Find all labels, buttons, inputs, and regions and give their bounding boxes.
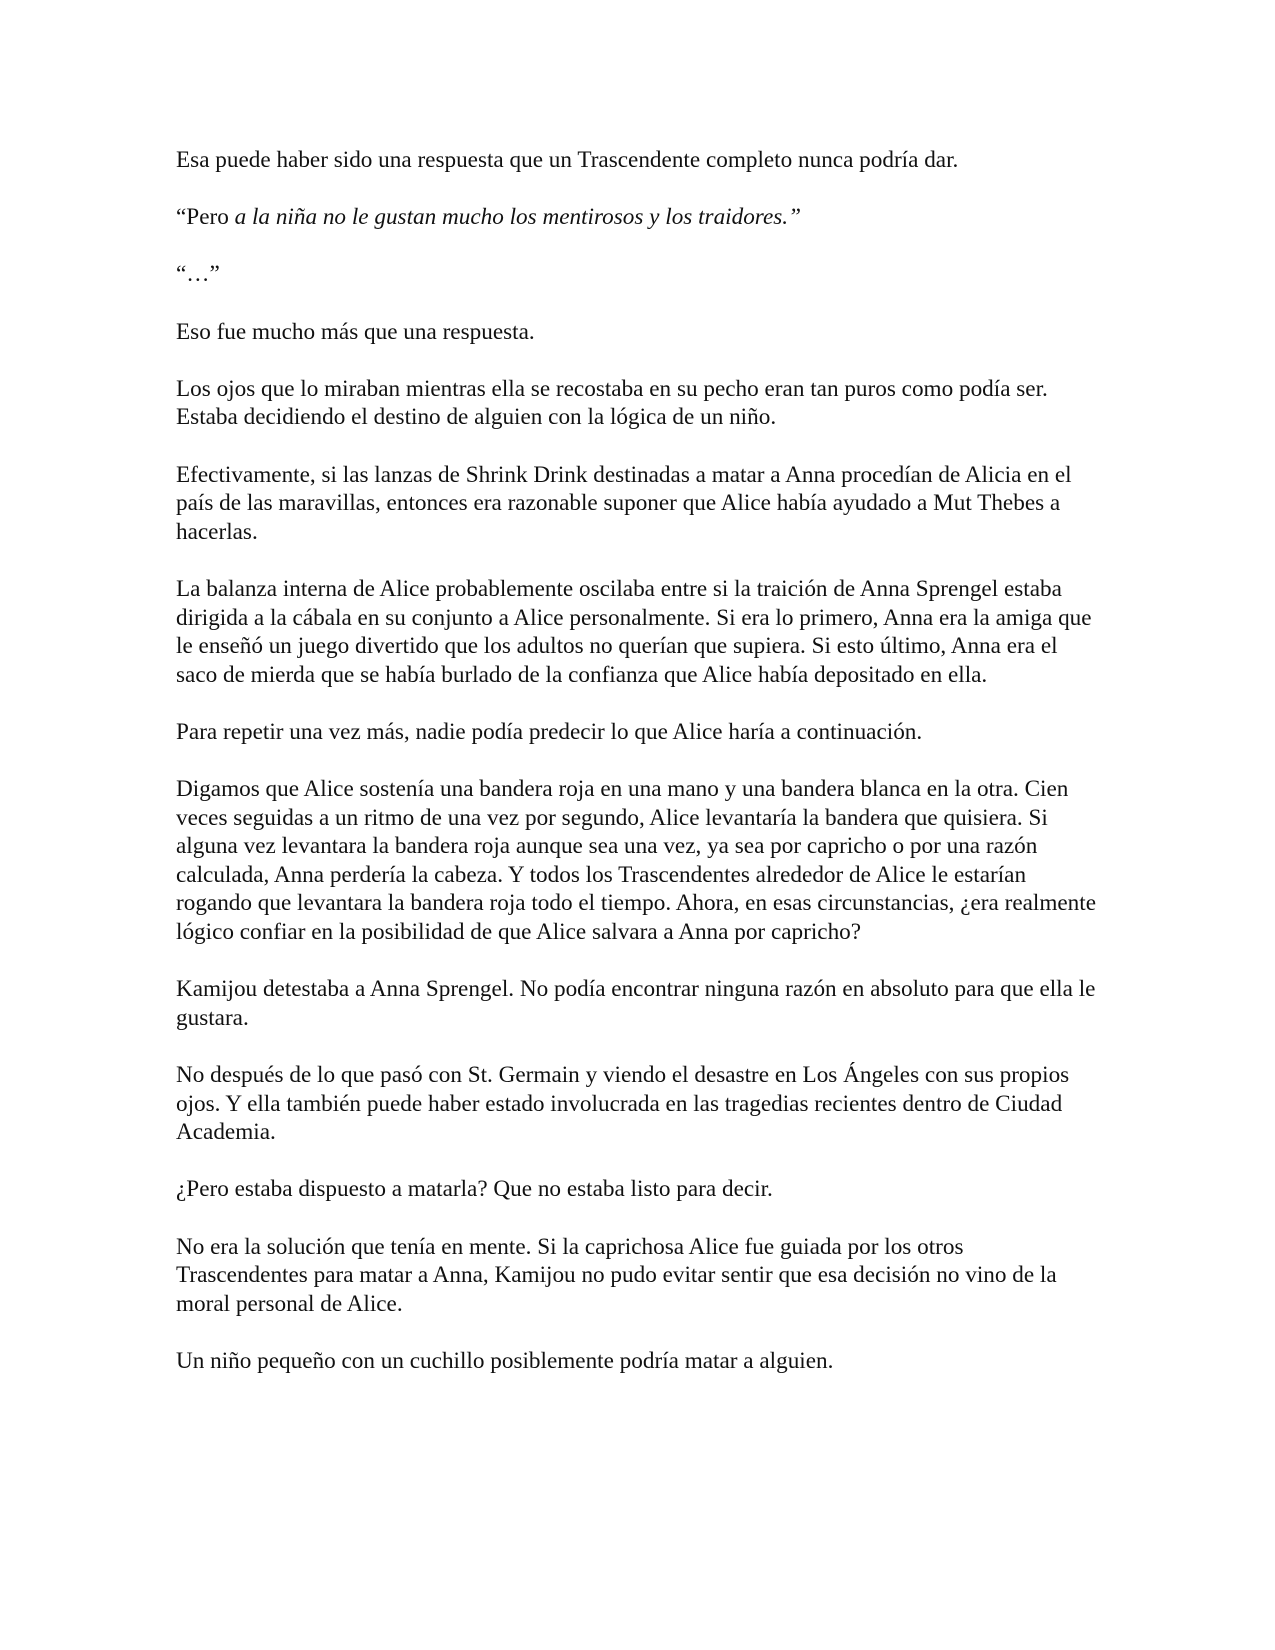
paragraph-10: Kamijou detestaba a Anna Sprengel. No podía encontrar ninguna razón en absoluto para que ella le gustara. [176, 976, 1096, 1031]
paragraph-11: No después de lo que pasó con St. Germain y viendo el desastre en Los Ángeles con sus propios ojos. Y ella también puede haber estado involucrada en las tragedias recientes dentro de Ciudad Academia. [176, 1062, 1070, 1146]
paragraph-5: Los ojos que lo miraban mientras ella se recostaba en su pecho eran tan puros como podía ser. Estaba decidiendo el destino de alguien con la lógica de un niño. [176, 375, 1048, 431]
paragraph-12: ¿Pero estaba dispuesto a matarla? Que no estaba listo para decir. [176, 1176, 773, 1203]
paragraph-8: Para repetir una vez más, nadie podía predecir lo que Alice haría a continuación. [176, 718, 923, 745]
paragraph-ellipsis: “…” [176, 261, 220, 288]
paragraph-4: Eso fue mucho más que una respuesta. [176, 318, 535, 345]
paragraph-14: Un niño pequeño con un cuchillo posiblemente podría matar a alguien. [176, 1347, 834, 1374]
quote-open: “Pero [176, 204, 235, 231]
paragraph-1: Esa puede haber sido una respuesta que un Trascendente completo nunca podría dar. [176, 147, 959, 173]
document-body [176, 146, 1096, 1376]
quote-italic: a la niña no le gustan mucho los mentirosos y los traidores.” [234, 204, 801, 231]
paragraph-6: Efectivamente, si las lanzas de Shrink Drink destinadas a matar a Anna procedían de Alicia en el país de las maravillas, entonces era razonable suponer que Alice había ayudado a Mut Thebes a hacerlas. [176, 461, 1072, 545]
paragraph-quote [176, 203, 1096, 232]
paragraph-7: La balanza interna de Alice probablemente oscilaba entre si la traición de Anna Sprengel estaba dirigida a la cábala en su conjunto a Alice personalmente. Si era lo primero, Anna era la amiga que le enseñó un juego divertido que los adultos no querían que supiera. Si esto último, Anna era el saco de mierda que se había burlado de la confianza que Alice había depositado en ella. [176, 575, 1092, 688]
paragraph-9: Digamos que Alice sostenía una bandera roja en una mano y una bandera blanca en la otra. Cien veces seguidas a un ritmo de una vez por segundo, Alice levantaría la bandera que quisiera. Si alguna vez levantara la bandera roja aunque sea una vez, ya sea por capricho o por una razón calculada, Anna perdería la cabeza. Y todos los Trascendentes alrededor de Alice le estarían rogando que levantara la bandera roja todo el tiempo. Ahora, en esas circunstancias, ¿era realmente lógico confiar en la posibilidad de que Alice salvara a Anna por capricho? [176, 776, 1097, 946]
paragraph-13: No era la solución que tenía en mente. Si la caprichosa Alice fue guiada por los otros Trascendentes para matar a Anna, Kamijou no pudo evitar sentir que esa decisión no vino de la moral personal de Alice. [176, 1233, 1057, 1317]
